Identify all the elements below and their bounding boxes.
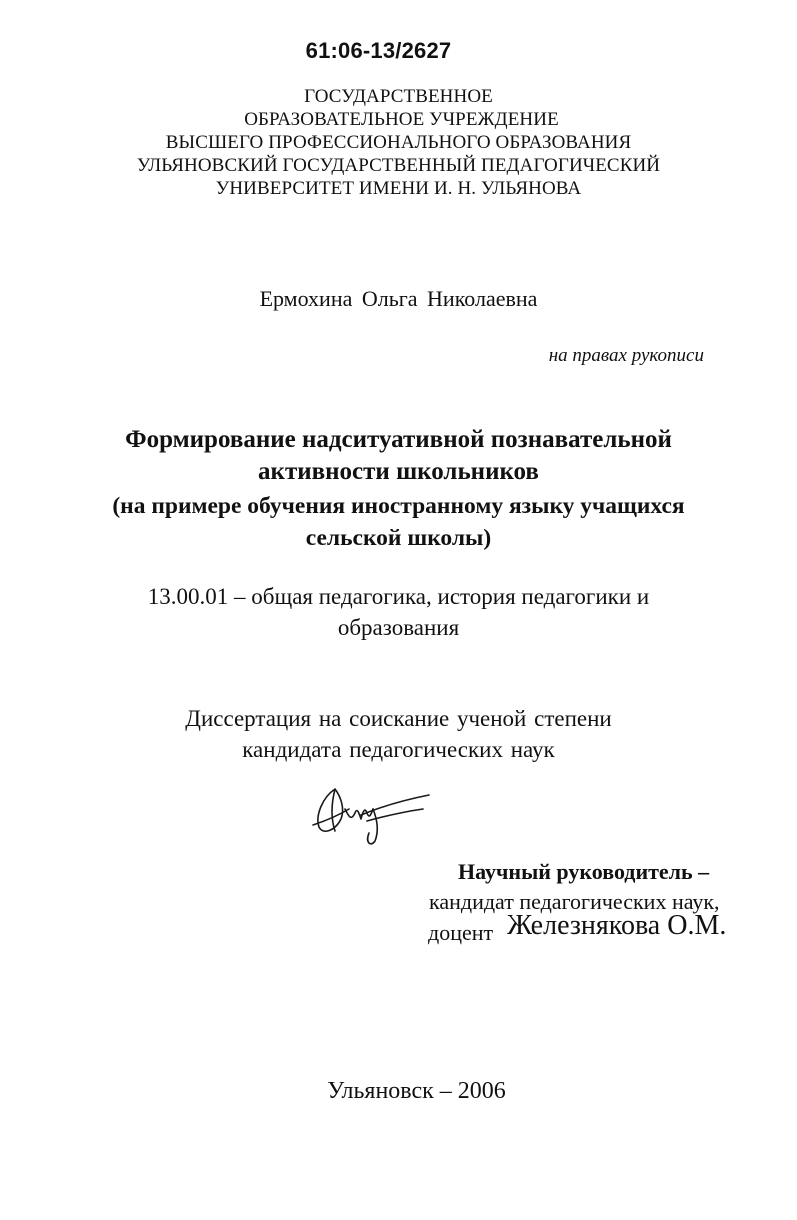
- supervisor-name: Железнякова О.М.: [507, 910, 727, 941]
- institution-line-5: УНИВЕРСИТЕТ ИМЕНИ И. Н. УЛЬЯНОВА: [215, 178, 582, 199]
- title-line-2: активности школьников: [258, 458, 539, 485]
- title-line-1: Формирование надситуативной познавательной: [125, 426, 672, 453]
- supervisor-degree: кандидат педагогических наук,: [429, 889, 720, 914]
- institution-line-1: ГОСУДАРСТВЕННОЕ: [304, 86, 493, 107]
- author-name: Ермохина Ольга Николаевна: [259, 286, 538, 311]
- specialty-line-1: 13.00.01 – общая педагогика, история педагогики и: [147, 584, 650, 609]
- catalog-code-text: 61:06-13/2627: [305, 38, 452, 63]
- handwritten-signature: [305, 775, 435, 855]
- subtitle-line-1: (на примере обучения иностранному языку учащихся: [112, 493, 685, 519]
- specialty-line-2: образования: [337, 615, 460, 640]
- institution-line-4: УЛЬЯНОВСКИЙ ГОСУДАРСТВЕННЫЙ ПЕДАГОГИЧЕСКИЙ: [136, 155, 661, 176]
- catalog-code: [0, 38, 797, 64]
- dissertation-line-2: кандидата педагогических наук: [242, 737, 555, 762]
- city-year: Ульяновск – 2006: [327, 1078, 506, 1104]
- subtitle-line-2: сельской школы): [305, 525, 492, 551]
- supervisor-heading: Научный руководитель –: [458, 859, 710, 884]
- institution-line-2: ОБРАЗОВАТЕЛЬНОЕ УЧРЕЖДЕНИЕ: [244, 109, 559, 130]
- supervisor-rank: доцент: [428, 920, 494, 945]
- dissertation-line-1: Диссертация на соискание ученой степени: [185, 706, 612, 731]
- manuscript-note: на правах рукописи: [548, 345, 704, 366]
- institution-line-3: ВЫСШЕГО ПРОФЕССИОНАЛЬНОГО ОБРАЗОВАНИЯ: [165, 132, 632, 153]
